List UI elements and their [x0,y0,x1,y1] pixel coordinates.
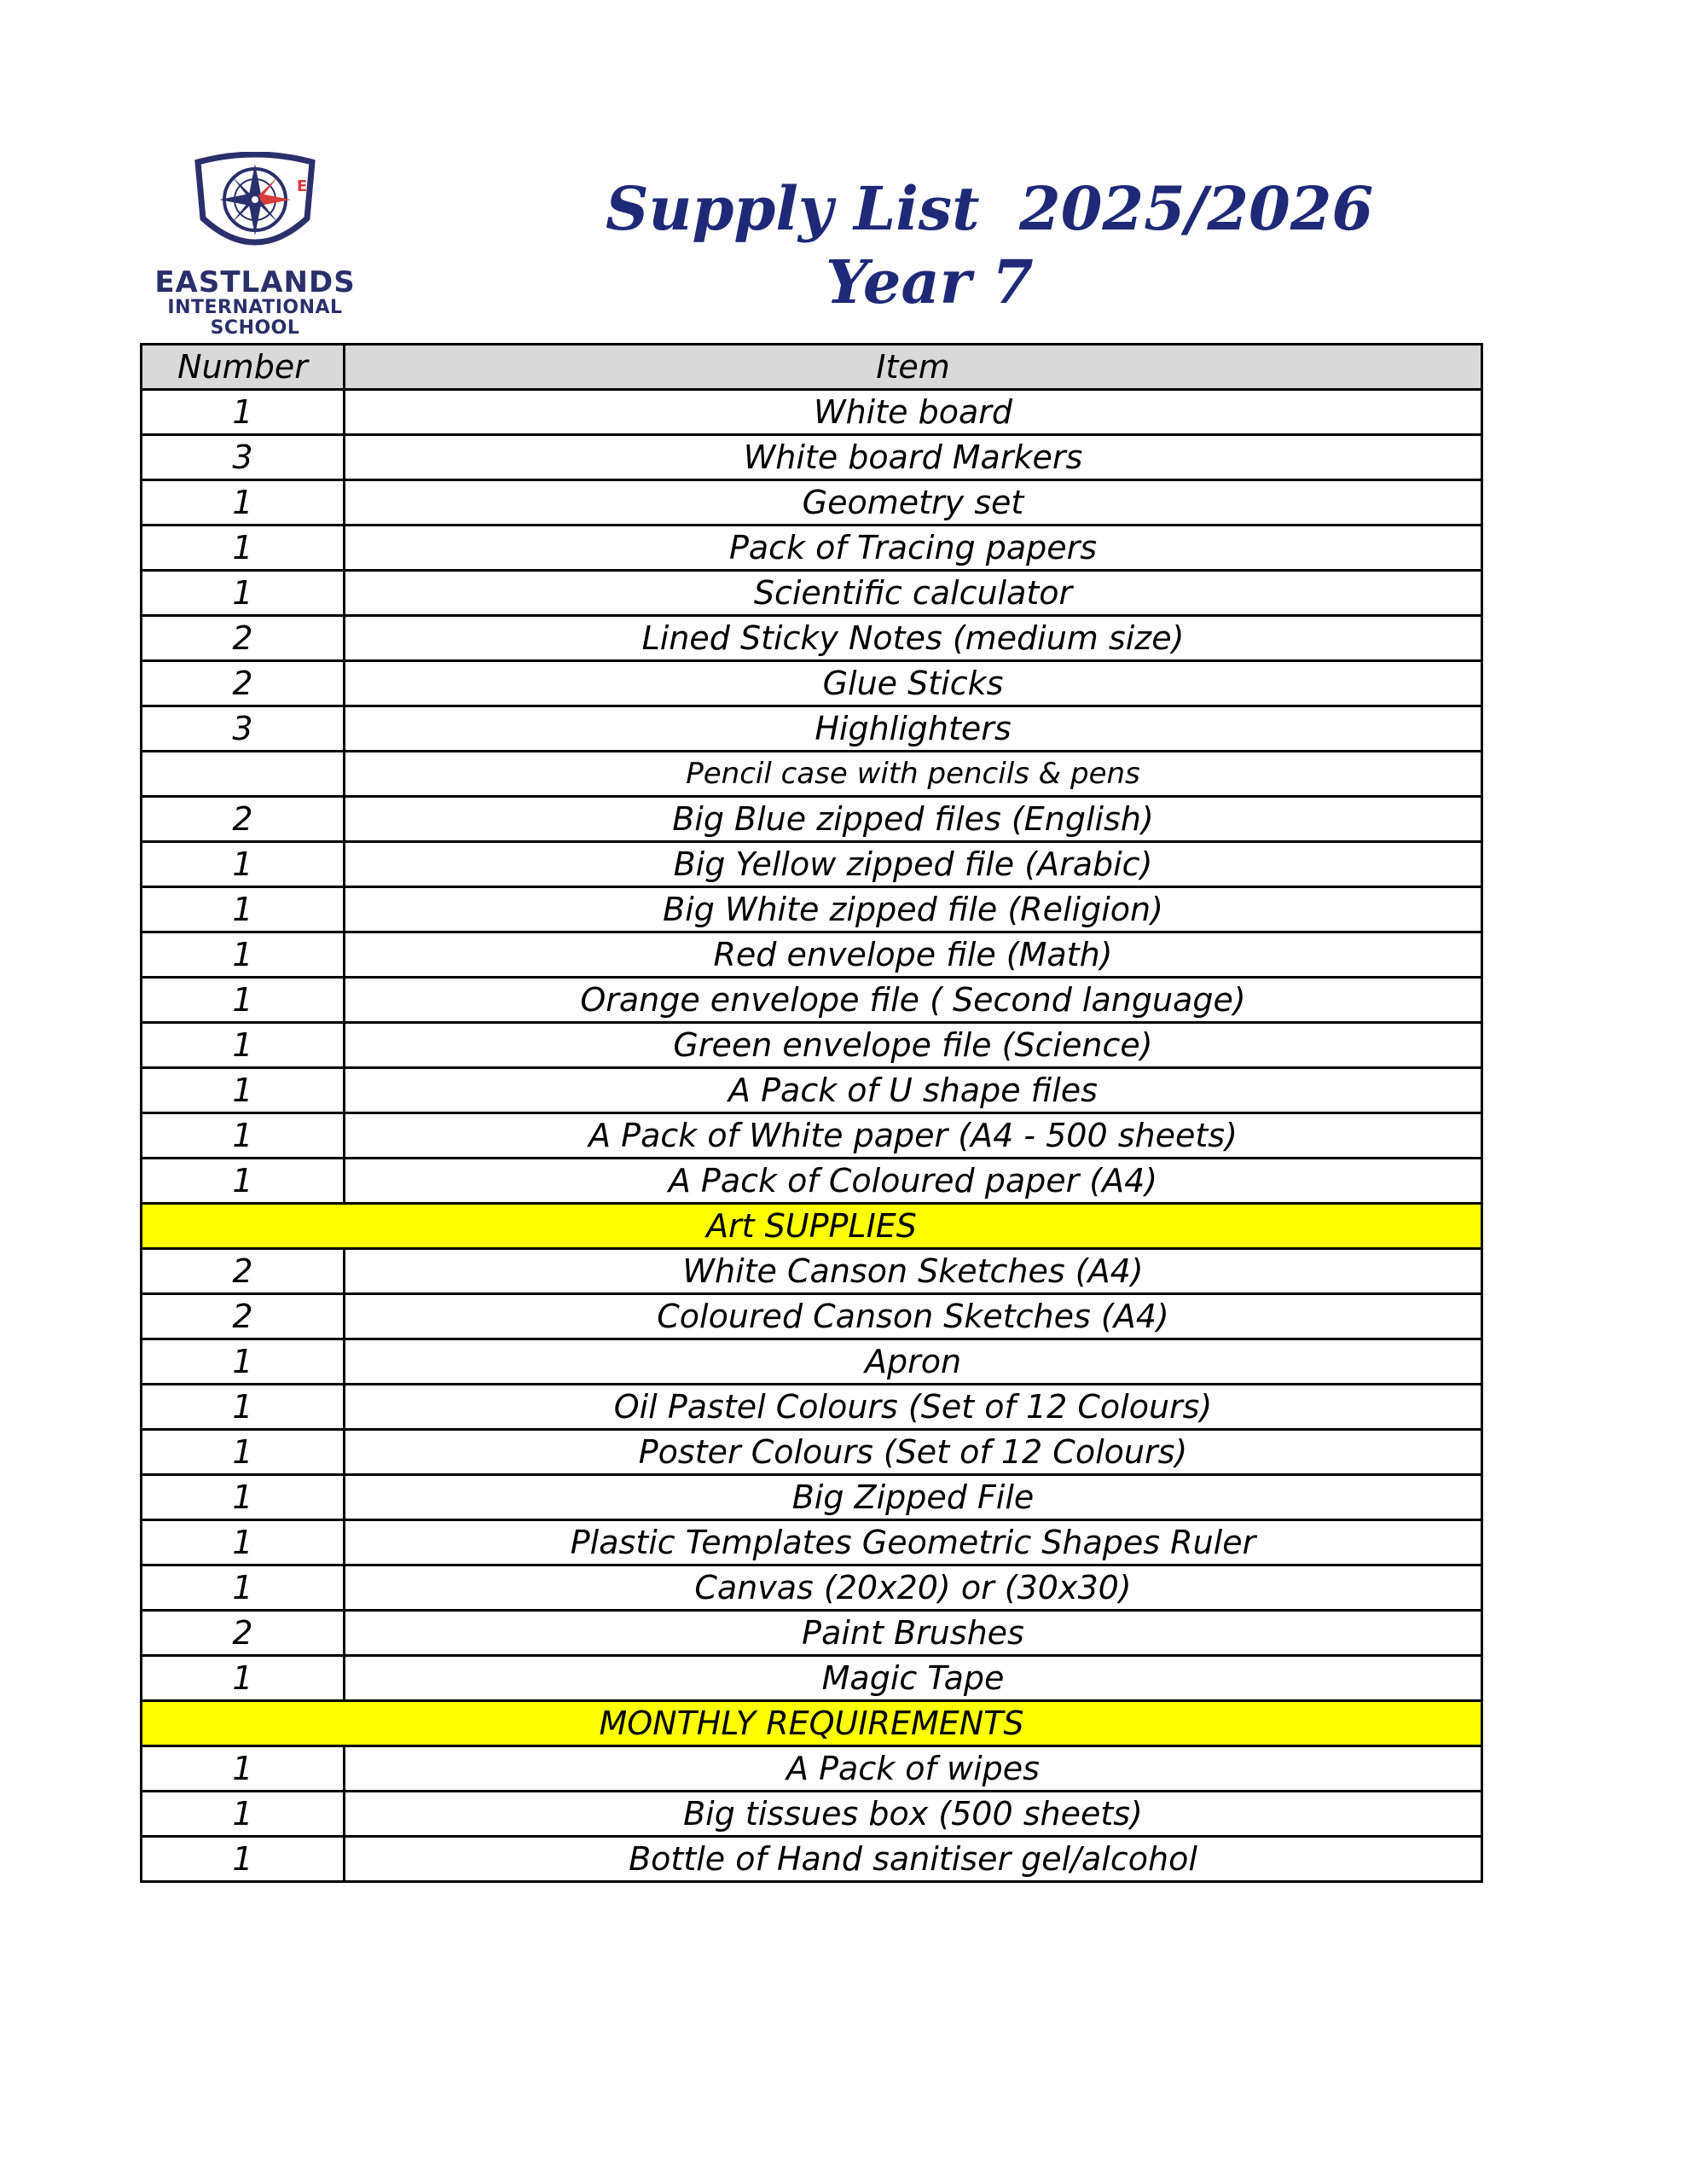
table-row [142,390,1482,435]
table-row [142,706,1482,752]
row-number: 2 [142,1611,345,1656]
row-number: 1 [142,1565,345,1611]
row-item: Plastic Templates Geometric Shapes Ruler [345,1520,1482,1565]
table-header-row [142,345,1482,390]
row-item: A Pack of wipes [345,1746,1482,1792]
row-number: 3 [142,435,345,480]
school-year-range: 2025/2026 [1019,173,1374,244]
row-item: Scientific calculator [345,571,1482,616]
row-item: Red envelope file (Math) [345,932,1482,978]
row-number: 2 [142,1249,345,1294]
row-item: Orange envelope file ( Second language) [345,978,1482,1023]
table-row [142,978,1482,1023]
row-number: 3 [142,706,345,752]
row-item: Highlighters [345,706,1482,752]
table-row [142,435,1482,480]
row-number: 1 [142,480,345,526]
row-number: 1 [142,887,345,932]
compass-logo-icon [189,152,321,263]
column-header-number: Number [142,345,345,390]
table-row [142,571,1482,616]
row-item: Geometry set [345,480,1482,526]
compass-letter: E [297,177,308,195]
table-row [142,1656,1482,1701]
row-item: Glue Sticks [345,661,1482,706]
table-row [142,1792,1482,1837]
page-header [0,0,1687,341]
section-header-art [142,1204,1482,1249]
section-header-monthly [142,1701,1482,1746]
row-item: Big tissues box (500 sheets) [345,1792,1482,1837]
row-number: 1 [142,842,345,887]
section-title-art: Art SUPPLIES [142,1204,1482,1249]
row-number: 1 [142,1385,345,1430]
table-row [142,661,1482,706]
table-row [142,752,1482,797]
table-row [142,932,1482,978]
row-item: A Pack of White paper (A4 - 500 sheets) [345,1113,1482,1159]
row-number: 1 [142,571,345,616]
table-row [142,1159,1482,1204]
row-item: Pencil case with pencils & pens [345,752,1482,797]
row-item: Canvas (20x20) or (30x30) [345,1565,1482,1611]
table-row [142,887,1482,932]
row-number: 1 [142,526,345,571]
row-item: Pack of Tracing papers [345,526,1482,571]
row-item: Big Blue zipped files (English) [345,797,1482,842]
row-number: 1 [142,1339,345,1385]
row-number: 1 [142,1520,345,1565]
row-number: 1 [142,1746,345,1792]
row-number: 1 [142,1068,345,1113]
logo-text-line3: SCHOOL [210,317,300,339]
table-row [142,526,1482,571]
table-row [142,616,1482,661]
row-number [142,752,345,797]
table-row [142,1837,1482,1882]
row-item: White Canson Sketches (A4) [345,1249,1482,1294]
row-number: 1 [142,1159,345,1204]
row-item: A Pack of Coloured paper (A4) [345,1159,1482,1204]
table-row [142,1611,1482,1656]
row-item: Big Zipped File [345,1475,1482,1520]
table-row [142,1068,1482,1113]
row-item: Big White zipped file (Religion) [345,887,1482,932]
table-row [142,480,1482,526]
row-item: Oil Pastel Colours (Set of 12 Colours) [345,1385,1482,1430]
row-item: Apron [345,1339,1482,1385]
row-number: 2 [142,616,345,661]
table-row [142,842,1482,887]
section-title-monthly: MONTHLY REQUIREMENTS [142,1701,1482,1746]
page-title: Supply List [606,173,980,244]
row-number: 2 [142,661,345,706]
row-item: Big Yellow zipped file (Arabic) [345,842,1482,887]
row-number: 1 [142,932,345,978]
table-row [142,1339,1482,1385]
row-item: White board Markers [345,435,1482,480]
row-number: 1 [142,1023,345,1068]
grade-title: Year 7 [826,247,1034,317]
row-number: 1 [142,390,345,435]
row-number: 1 [142,978,345,1023]
table-row [142,1294,1482,1339]
row-item: Green envelope file (Science) [345,1023,1482,1068]
table-row [142,1430,1482,1475]
table-row [142,1249,1482,1294]
table-row [142,1475,1482,1520]
school-logo [143,152,367,338]
table-row [142,1565,1482,1611]
row-item: A Pack of U shape files [345,1068,1482,1113]
row-number: 1 [142,1430,345,1475]
row-item: Paint Brushes [345,1611,1482,1656]
row-number: 1 [142,1475,345,1520]
logo-text-line1: EASTLANDS [154,265,356,299]
row-number: 2 [142,797,345,842]
row-number: 2 [142,1294,345,1339]
table-row [142,797,1482,842]
row-item: Poster Colours (Set of 12 Colours) [345,1430,1482,1475]
table-row [142,1520,1482,1565]
row-number: 1 [142,1113,345,1159]
row-item: Magic Tape [345,1656,1482,1701]
row-item: Bottle of Hand sanitiser gel/alcohol [345,1837,1482,1882]
table-row [142,1385,1482,1430]
table-row [142,1746,1482,1792]
row-item: Lined Sticky Notes (medium size) [345,616,1482,661]
table-row [142,1113,1482,1159]
row-item: White board [345,390,1482,435]
table-row [142,1023,1482,1068]
logo-text-line2: INTERNATIONAL [167,297,343,318]
supply-table [140,343,1483,1883]
column-header-item: Item [345,345,1482,390]
row-number: 1 [142,1837,345,1882]
row-number: 1 [142,1656,345,1701]
row-number: 1 [142,1792,345,1837]
row-item: Coloured Canson Sketches (A4) [345,1294,1482,1339]
